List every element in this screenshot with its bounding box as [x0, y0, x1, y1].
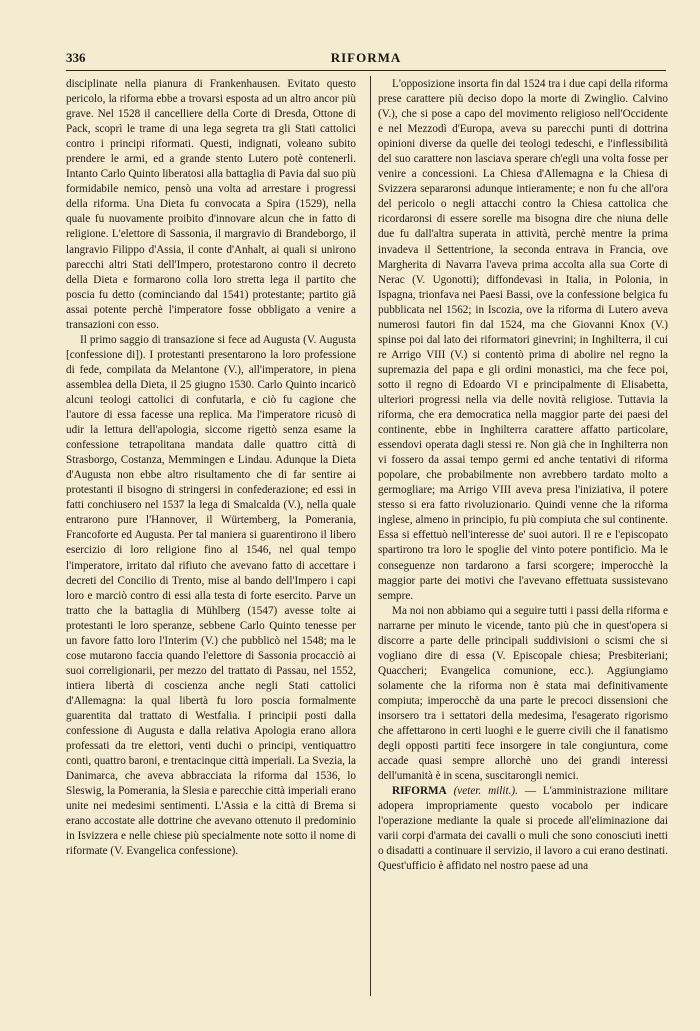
- paragraph: L'opposizione insorta fin dal 1524 tra i due capi della riforma prese carattere più deciso dopo la morte di Zwinglio. Calvino (V.), che si pose a capo del movimento religioso nell'Occidente e nel Mezzodì d'Europa, aveva su parecchi punti di dottrina opinioni diverse da quelle dei teologi tedeschi, e l'inflessibilità del suo carattere non lasciava sperare ch'egli una volta fosse per venire a concessioni. La Chiesa d'Allemagna e la Chiesa di Svizzera separaronsi adunque intieramente; e non fu che all'ora del pericolo o negli attacchi contro la Chiesa cattolica che ricordaronsi di essere sorelle ma bisogna dire che niuna delle due fu dall'altra superata in attività, perchè mentre la prima invadeva il Settentrione, la seconda entrava in Francia, ove Margherita di Navarra l'aveva prima accolta alla sua Corte di Nerac (V. Ugonotti); diffondevasi in Italia, in Polonia, in Ispagna, trionfava nei Paesi Bassi, ove la confessione belgica fu pubblicata nel 1562; in Iscozia, ove la riforma di Lutero aveva numerosi fautori fin dal 1524, ma che Giovanni Knox (V.) spinse poi dal lato dei riformatori ginevrini; in Inghilterra, il cui re Arrigo VIII (V.) si contentò prima di abolire nel regno la supremazia del papa e gli ordini monastici, ma che fece poi, sotto il regno di Edoardo VI e principalmente di Elisabetta, ulteriori progressi nella via delle novità religiose. Tuttavia la riforma, che era democratica nella maggior parte dei paesi del continente, ebbe in Inghilterra carattere affatto particolare, essendovi operata dagli stessi re. Non già che in Inghilterra non vi fossero da assai tempo germi ed anche tentativi di riforma popolare, che probabilmente non avrebbero tardato molto a germogliare; ma Arrigo VIII aveva presa l'iniziativa, il potere stesso si era fatto rivoluzionario. Quindi venne che la riforma inglese, almeno in principio, fu più compiuta che sul continente. Essa si effettuò nell'interesse de' suoi autori. Il re e l'episcopato spartirono tra loro le spoglie del vinto potere pontificio. Ma le conseguenze non tardarono a farsi scorgere; imperocchè la maggior parte dei motivi che l'avevano effettuata sussistevano sempre.: [378, 78, 668, 602]
- paragraph: disciplinate nella pianura di Frankenhausen. Evitato questo pericolo, la riforma ebbe a trovarsi esposta ad un altro ancor più grave. Nel 1528 il cancelliere della Corte di Dresda, Ottone di Pack, scoprì le trame di una lega segreta tra gli Stati cattolici contro i principi riformati. Questi, indignati, voleano subito prendere le armi, ed a grande stento Lutero potè contenerli. Intanto Carlo Quinto liberatosi alla battaglia di Pavia dal suo più formidabile nemico, pensò una volta ad arrestare i progressi della riforma. Una Dieta fu convocata a Spira (1529), nella quale fu nuovamente proibito d'innovare alcun che in fatto di religione. L'elettore di Sassonia, il margravio di Brandeborgo, il langravio Filippo d'Assia, il conte d'Anhalt, ai quali si unirono parecchi altri Stati dell'Impero, protestarono contro il decreto della Dieta e formarono colla loro stretta lega il partito che poscia fu detto (cominciando dal 1541) protestante; partito già assai potente perchè l'imperatore fosse obbligato a venire a transazioni con esso.: [66, 78, 356, 331]
- entry-qualifier: (veter. milit.).: [453, 785, 518, 798]
- page-number: 336: [66, 50, 86, 65]
- column-divider: [370, 76, 371, 996]
- dictionary-entry: [378, 784, 668, 874]
- paragraph: Il primo saggio di transazione si fece ad Augusta (V. Augusta [confessione di]). I protestanti presentarono la loro professione di fede, compilata da Melantone (V.), all'imperatore, in piena assemblea della Dieta, il 25 giugno 1530. Carlo Quinto incaricò alcuni teologi cattolici di confutarla, e ciò fu cagione che l'autore di essa facesse una replica. Ma l'imperatore ricusò di udir la lettura dell'apologia, siccome rigettò senza esame la confessione tetrapolitana mandata dalle quattro città di Strasborgo, Costanza, Memmingen e Lindau. Adunque la Dieta d'Augusta non ebbe altro risultamento che di far sentire ai protestanti il bisogno di stringersi in confederazione; ed essi in fatti conchiusero nel 1537 la lega di Smalcalda (V.), nella quale entrarono pure l'Hannover, il Würtemberg, la Pomerania, Francoforte ed Augusta. Per tal maniera si guarentirono il libero esercizio di loro religione fino al 1546, nel qual tempo l'imperatore, irritato dal rifiuto che avevano fatto di accettare i decreti del Concilio di Trento, mise al bando dell'Impero i capi loro e marciò contro di essi alla testa di forte esercito. Parve un tratto che la battaglia di Mühlberg (1547) avesse tolte ai protestanti le loro speranze, sebbene Carlo Quinto tenesse per un favore fatto loro l'Interim (V.) che pubblicò nel 1548; ma le cose mutarono faccia quando l'elettore di Sassonia procacciò ai suoi correligionarii, per mezzo del trattato di Passau, nel 1552, intiera libertà di coscienza anche negli Stati cattolici d'Allemagna: la qual libertà fu loro poscia formalmente guarentita dal trattato di Westfalia. I principii posti dalla confessione di Augusta e dalla relativa Apologia erano allora professati da tre elettori, venti duchi o principi, ventiquattro conti, quattro baroni, e trentacinque città imperiali. La Svezia, la Danimarca, che aveva abbracciata la riforma dal 1536, lo Sleswig, la Pomerania, la Slesia e parecchie città imperiali erano unite nei medesimi sentimenti. L'Assia e la città di Brema si erano accostate alle dottrine che avevano ottenuto il predominio in Isvizzera e nelle chiese più specialmente note sotto il nome di riformate (V. Evangelica confessione).: [66, 333, 356, 858]
- left-column: [66, 77, 356, 859]
- paragraph: Ma noi non abbiamo qui a seguire tutti i passi della riforma e narrarne per minuto le vicende, tanto più che in quest'opera si discorre a parte delle principali suddivisioni o scismi che si vogliano dire di essa (V. Episcopale chiesa; Presbiteriani; Quaccheri; Evangelica comunione, ecc.). Aggiungiamo solamente che la riforma non è stata mai definitivamente compiuta; imperocchè da una parte le precoci dissensioni che insorsero tra i settatori della medesima, l'esagerato rigorismo che affettarono in certi luoghi e le guerre civili che il fanatismo degli opposti partiti fece insorgere in tale congiuntura, come accade quasi sempre allorchè uno dei grandi interessi dell'umanità è in scena, suscitarongli nemici.: [378, 604, 668, 783]
- page-header: [66, 50, 666, 71]
- entry-headword: RIFORMA: [392, 785, 447, 798]
- right-column: [378, 77, 668, 874]
- entry-text: — L'amministrazione militare adopera impropriamente questo vocabolo per indicare l'operazione mediante la quale si procede all'eliminazione dai varii corpi d'armata dei cavalli o muli che sono conosciuti inetti o disadatti a continuare il servizio, il lavoro a cui erano destinati. Quest'ufficio è affidato nel nostro paese ad una: [378, 785, 668, 873]
- running-head: RIFORMA: [330, 50, 402, 65]
